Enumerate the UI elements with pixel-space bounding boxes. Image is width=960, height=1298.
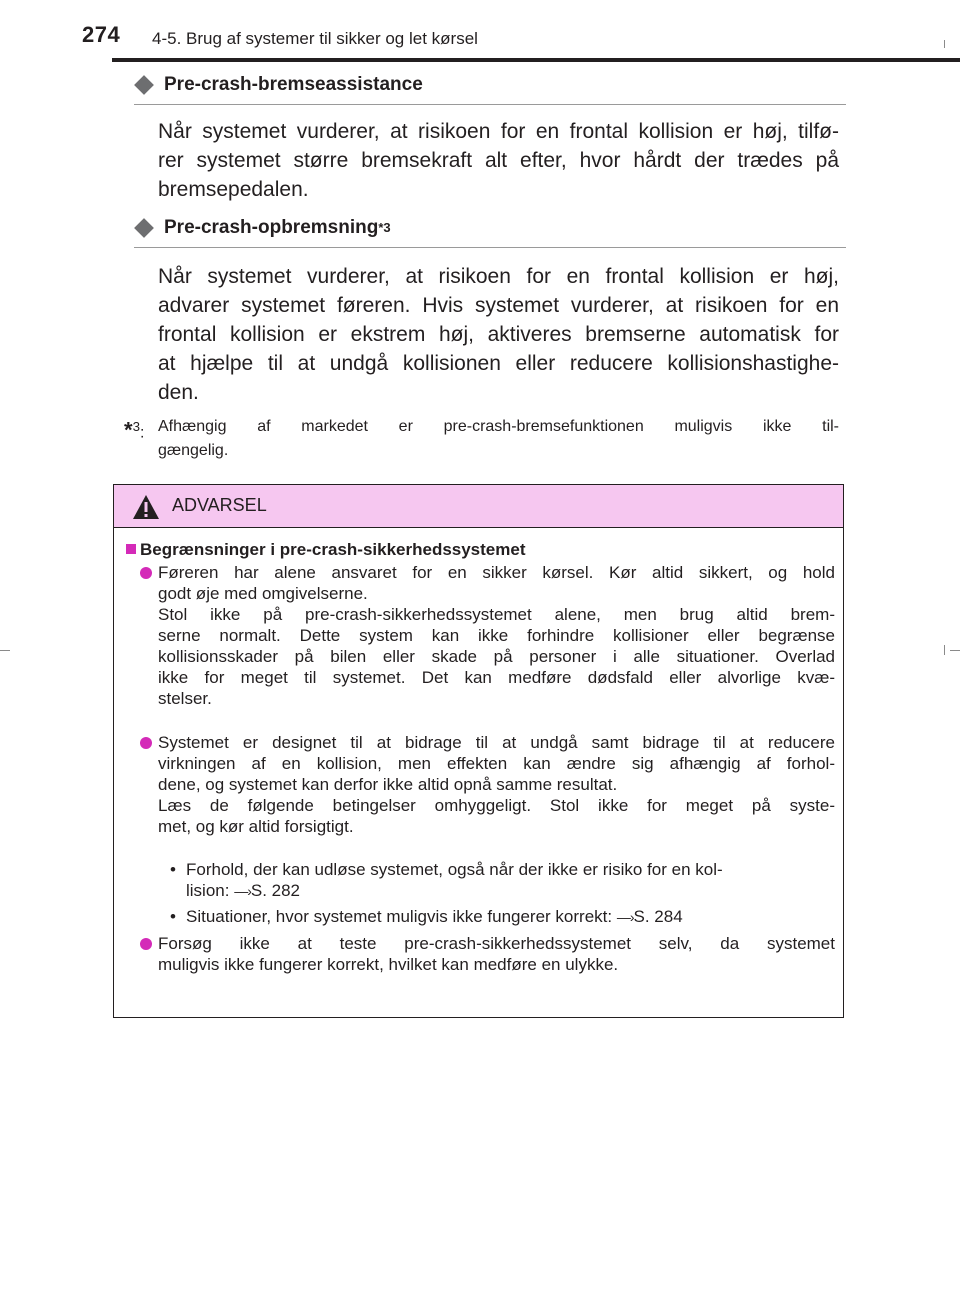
square-bullet-icon: [126, 544, 136, 554]
text-line: Når systemet vurderer, at risikoen for en frontal kollision er høj,: [158, 265, 839, 288]
page-ref-link[interactable]: S. 284: [633, 907, 683, 926]
text-line: den.: [158, 381, 199, 404]
page-number: 274: [82, 22, 121, 47]
text-line: virkningen af en kollision, men effekten kan ændre sig afhængig af forhol-: [158, 754, 835, 773]
section-title-opbremsning: Pre-crash-opbremsning *3: [134, 217, 391, 239]
warning-title: Begrænsninger i pre-crash-sikkerhedssystemet: [140, 540, 526, 559]
chapter-title: 4-5. Brug af systemer til sikker og let kørsel: [152, 29, 478, 48]
diamond-icon: [134, 218, 154, 238]
text-line: ikke for meget til systemet. Det kan medføre dødsfald eller alvorlige kvæ-: [158, 668, 835, 687]
text-line: Forhold, der kan udløse systemet, også når der ikke er risiko for en kol-: [186, 860, 723, 879]
text-line: frontal kollision er ekstrem høj, aktiveres bremserne automatisk for: [158, 323, 839, 346]
text-line: Forsøg ikke at teste pre-crash-sikkerhedssystemet selv, da systemet: [158, 934, 835, 953]
text-line: advarer systemet føreren. Hvis systemet vurderer, at risikoen for en: [158, 294, 839, 317]
warning-triangle-icon: [132, 494, 160, 520]
text-line: godt øje med omgivelserne.: [158, 584, 368, 603]
footnote-mark: *$^3$:: [124, 417, 145, 443]
dot-bullet-icon: [140, 938, 152, 950]
text-line: met, og kør altid forsigtigt.: [158, 817, 354, 836]
crop-mark: [944, 645, 945, 655]
text-line: stelser.: [158, 689, 212, 708]
text-line: bremsepedalen.: [158, 178, 309, 201]
text-line: Læs de følgende betingelser omhyggeligt. Stol ikke for meget på syste-: [158, 796, 835, 815]
warning-header: [114, 485, 843, 528]
text-line: Afhængig af markedet er pre-crash-bremsefunktionen muligvis ikke til-: [158, 418, 839, 435]
text-line: dene, og systemet kan derfor ikke altid opnå samme resultat.: [158, 775, 618, 794]
warning-box: [113, 484, 844, 1018]
crop-mark: [950, 650, 960, 651]
section-rule: [134, 104, 846, 105]
text-line: at hjælpe til at undgå kollisionen eller reducere kollisionshastighe-: [158, 352, 839, 375]
warning-item: [158, 732, 835, 837]
arrow-right-icon: —›: [616, 909, 634, 925]
section-title-text: Pre-crash-opbremsning: [164, 217, 379, 238]
header-rule: [112, 58, 960, 62]
text-line: rer systemet større bremsekraft alt efter, hvor hårdt der trædes på: [158, 149, 839, 172]
text-line: serne normalt. Dette system kan ikke forhindre kollisioner eller begrænse: [158, 626, 835, 645]
text-line: Systemet er designet til at bidrage til at undgå samt bidrage til at reducere: [158, 733, 835, 752]
page-ref-link[interactable]: S. 282: [250, 881, 301, 900]
warning-item: [158, 562, 835, 709]
section2-paragraph: [158, 262, 839, 407]
page-header: [0, 0, 960, 62]
text-line: Stol ikke på pre-crash-sikkerhedssystemet alene, men brug altid brem-: [158, 605, 835, 624]
section-title-text: Pre-crash-bremseassistance: [164, 74, 423, 95]
sub-bullet: • Forhold, der kan udløse systemet, også når der ikke er risiko for en kol- lision: —›S. 282: [170, 859, 835, 902]
text-line: gængelig.: [158, 442, 229, 459]
text-line: kollisionsskader på bilen eller skade på personer i alle situationer. Overlad: [158, 647, 835, 666]
crop-mark: [0, 650, 10, 651]
text-line: muligvis ikke fungerer korrekt, hvilket kan medføre en ulykke.: [158, 955, 619, 974]
warning-label: ADVARSEL: [172, 495, 267, 515]
arrow-right-icon: —›: [234, 883, 251, 899]
footnote: [124, 415, 839, 463]
sub-bullet: • Situationer, hvor systemet muligvis ikke fungerer korrekt: —›S. 284: [170, 907, 683, 926]
text-line: Når systemet vurderer, at risikoen for en frontal kollision er høj, tilfø-: [158, 120, 839, 143]
section1-paragraph: [158, 117, 839, 204]
diamond-icon: [134, 75, 154, 95]
warning-item: [158, 933, 835, 975]
text-line: Føreren har alene ansvaret for en sikker kørsel. Kør altid sikkert, og hold: [158, 563, 835, 582]
section-title-bremseassistance: [134, 74, 423, 96]
dot-bullet-icon: [140, 567, 152, 579]
dot-bullet-icon: [140, 737, 152, 749]
section-rule: [134, 247, 846, 248]
crop-mark: [944, 40, 945, 48]
